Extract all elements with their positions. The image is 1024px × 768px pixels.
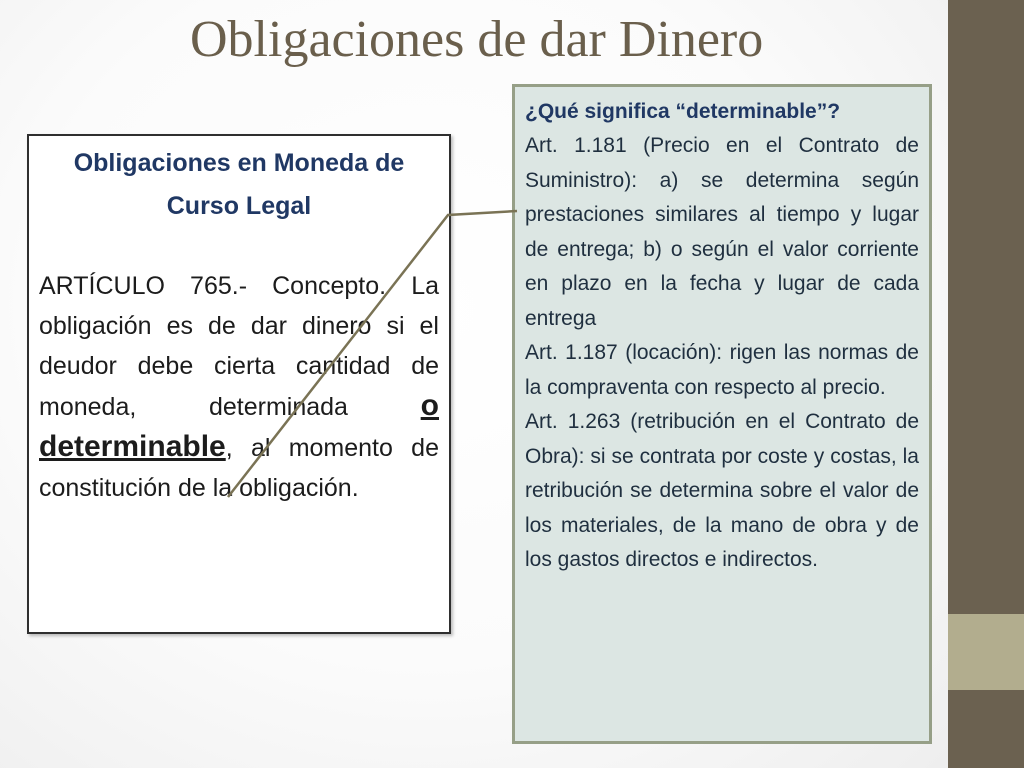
article-1263-paragraph: Art. 1.263 (retribución en el Contrato de Obra): si se contrata por coste y costas, la retribución se determina sobre el valor de los materiales, de la mano de obra y de los gastos directos e indirectos. [525, 410, 919, 571]
determinable-emphasis: o determinable [39, 389, 439, 463]
article-765-text [39, 266, 439, 508]
left-box-heading: Obligaciones en Moneda de Curso Legal [73, 149, 405, 220]
determinable-question: ¿Qué significa “determinable”? [525, 100, 841, 123]
determinable-explanation-box [512, 84, 932, 744]
article-765-tail: , al momento de constitución de la obligación. [39, 434, 439, 502]
side-bar-accent [948, 614, 1024, 690]
article-765-box [27, 134, 451, 634]
slide-title: Obligaciones de dar Dinero [190, 11, 764, 68]
article-1181-paragraph: Art. 1.181 (Precio en el Contrato de Suministro): a) se determina según prestaciones similares al tiempo y lugar de entrega; b) o según el valor corriente en plazo en la fecha y lugar de cada entrega [525, 134, 919, 330]
article-765-body: ARTÍCULO 765.- Concepto. La obligación es de dar dinero si el deudor debe cierta cantidad de moneda, determinada [39, 272, 439, 421]
explanation-text [525, 129, 919, 578]
article-1187-paragraph: Art. 1.187 (locación): rigen las normas de la compraventa con respecto al precio. [525, 341, 919, 399]
